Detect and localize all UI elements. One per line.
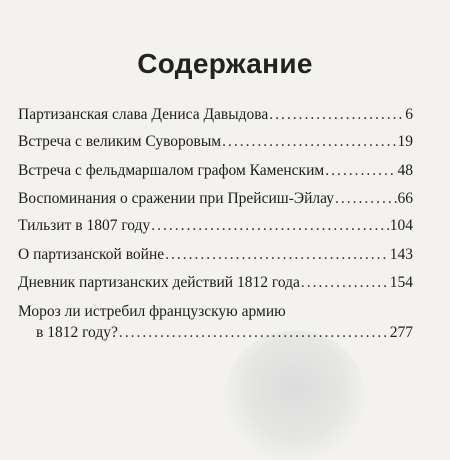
- toc-entry-title: Встреча с великим Суворовым: [18, 133, 222, 150]
- toc-entry-page: 104: [389, 217, 413, 234]
- dot-leader: [151, 217, 389, 235]
- toc-entry-title: Тильзит в 1807 году: [18, 217, 151, 234]
- toc-entry-title-continued: в 1812 году?: [36, 324, 118, 341]
- toc-entry-continuation: [18, 324, 413, 342]
- toc-entry-page: 277: [389, 324, 413, 341]
- toc-entry-title: Мороз ли истребил французскую армию: [18, 303, 286, 320]
- toc-entry-page: 6: [405, 106, 413, 123]
- toc-entry[interactable]: [18, 303, 413, 342]
- dot-leader: [335, 190, 397, 208]
- page-title: Содержание: [137, 48, 313, 79]
- toc-entry-title: Дневник партизанских действий 1812 года: [18, 274, 300, 291]
- dot-leader: [325, 162, 396, 180]
- toc-entry-title: Встреча с фельдмаршалом графом Каменским: [18, 162, 325, 179]
- toc-entry[interactable]: [18, 133, 413, 151]
- toc-entry[interactable]: [18, 246, 413, 264]
- dot-leader: [269, 106, 404, 124]
- toc-entry-page: 48: [397, 162, 413, 179]
- dot-leader: [165, 246, 389, 264]
- toc-entry-title: Воспоминания о сражении при Прейсиш-Эйлау: [18, 190, 334, 207]
- dot-leader: [222, 133, 396, 151]
- toc-entry[interactable]: [18, 106, 413, 124]
- toc-entry-title: О партизанской войне: [18, 246, 165, 263]
- dot-leader: [119, 324, 389, 342]
- faint-portrait-illustration: [225, 330, 365, 460]
- toc-entry-page: 19: [397, 133, 413, 150]
- toc-entry[interactable]: [18, 217, 413, 235]
- toc-entry[interactable]: [18, 274, 413, 292]
- dot-leader: [301, 274, 389, 292]
- toc-entry-page: 143: [389, 246, 413, 263]
- toc-entry[interactable]: [18, 162, 413, 180]
- toc-entry-title: Партизанская слава Дениса Давыдова: [18, 106, 269, 123]
- toc-entry[interactable]: [18, 190, 413, 208]
- toc-entry-page: 66: [397, 190, 413, 207]
- toc-entry-page: 154: [389, 274, 413, 291]
